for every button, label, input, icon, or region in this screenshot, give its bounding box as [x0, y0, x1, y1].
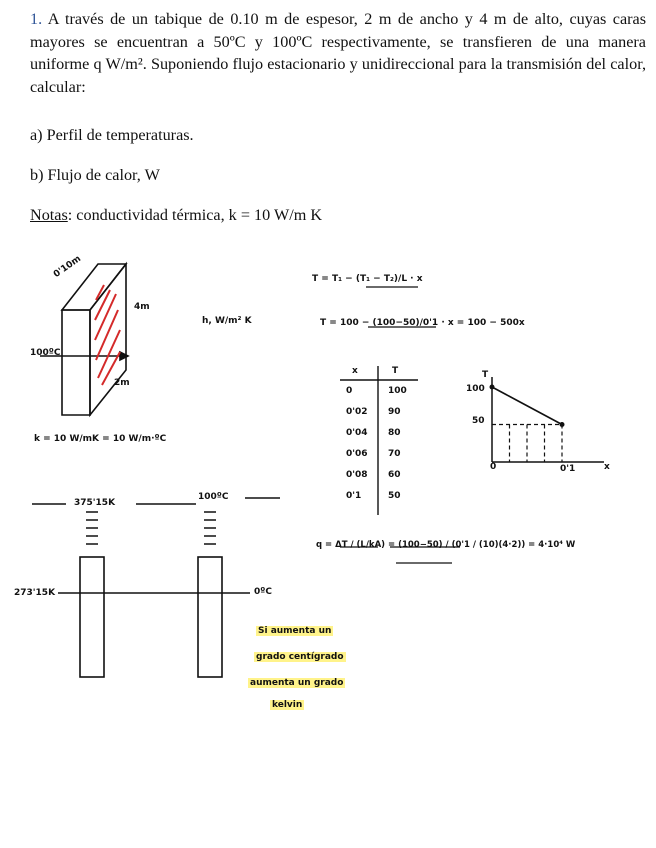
problem-text: A través de un tabique de 0.10 m de espesor, 2 m de ancho y 4 m de alto, cuyas caras mayores se encuentran a 50ºC y 100ºC respectivamente, se transfieren de una manera uniforme q W/m². Suponiendo flujo estacionario y unidireccional para la transmisión del calor, calcular: — [30, 10, 647, 96]
thermometer-celsius — [198, 512, 222, 677]
table-x-value: 0'08 — [346, 470, 368, 480]
level-lines — [32, 498, 280, 593]
flux-equation: q = ΔT / (L/kA) = (100−50) / (0'1 / (10)(4·2)) = 4·10⁴ W — [316, 540, 576, 550]
wall-thickness-label: 0'10m — [51, 254, 83, 280]
table-t-value: 50 — [388, 491, 401, 501]
graph-y-label: T — [482, 370, 489, 380]
h-units-label: h, W/m² K — [202, 316, 252, 326]
temperature-line — [492, 387, 562, 425]
table-x-value: 0 — [346, 386, 353, 396]
graph-y50: 50 — [472, 416, 485, 426]
table-t-value: 60 — [388, 470, 401, 480]
table-x-value: 0'06 — [346, 449, 368, 459]
graph-origin: 0 — [490, 462, 497, 472]
fraction-bars — [340, 287, 460, 563]
table-t-value: 70 — [388, 449, 401, 459]
notes-text: : conductividad térmica, k = 10 W/m K — [67, 206, 323, 224]
highlight-line-4: kelvin — [272, 700, 303, 710]
problem-number: 1. — [30, 10, 43, 28]
wall-height-label: 4m — [134, 302, 150, 312]
zero-c-label: 0ºC — [254, 587, 272, 597]
table-x-value: 0'04 — [346, 428, 368, 438]
table-t-value: 90 — [388, 407, 401, 417]
table-t-value: 100 — [388, 386, 407, 396]
graph-x-label: x — [604, 462, 610, 472]
thermometer-kelvin — [80, 512, 104, 677]
thermo-k-label: 375'15K — [74, 498, 116, 508]
table-head-t: T — [392, 366, 399, 376]
equation-1: T = T₁ − (T₁ − T₂)/L · x — [312, 274, 423, 284]
graph-xend: 0'1 — [560, 464, 576, 474]
table-x-value: 0'02 — [346, 407, 368, 417]
k-line: k = 10 W/mK = 10 W/m·ºC — [34, 434, 167, 444]
table-head-x: x — [352, 366, 358, 376]
part-a: a) Perfil de temperaturas. — [30, 126, 194, 144]
highlight-line-3: aumenta un grado — [250, 678, 344, 688]
zero-k-label: 273'15K — [14, 588, 56, 598]
graph-y100: 100 — [466, 384, 485, 394]
thermo-c-label: 100ºC — [198, 492, 229, 502]
temperature-graph — [490, 377, 605, 462]
table-x-value: 0'1 — [346, 491, 362, 501]
notes-label: Notas — [30, 206, 68, 224]
temperature-point — [560, 422, 565, 427]
table-t-value: 80 — [388, 428, 401, 438]
highlight-line-2: grado centígrado — [256, 652, 344, 662]
highlight-line-1: Si aumenta un — [258, 626, 332, 636]
part-b: b) Flujo de calor, W — [30, 166, 160, 184]
temperature-point — [490, 385, 495, 390]
wall-width-label: 2m — [114, 378, 130, 388]
wall-temp-label: 100ºC — [30, 348, 61, 358]
equation-2: T = 100 − (100−50)/0'1 · x = 100 − 500x — [320, 318, 525, 328]
